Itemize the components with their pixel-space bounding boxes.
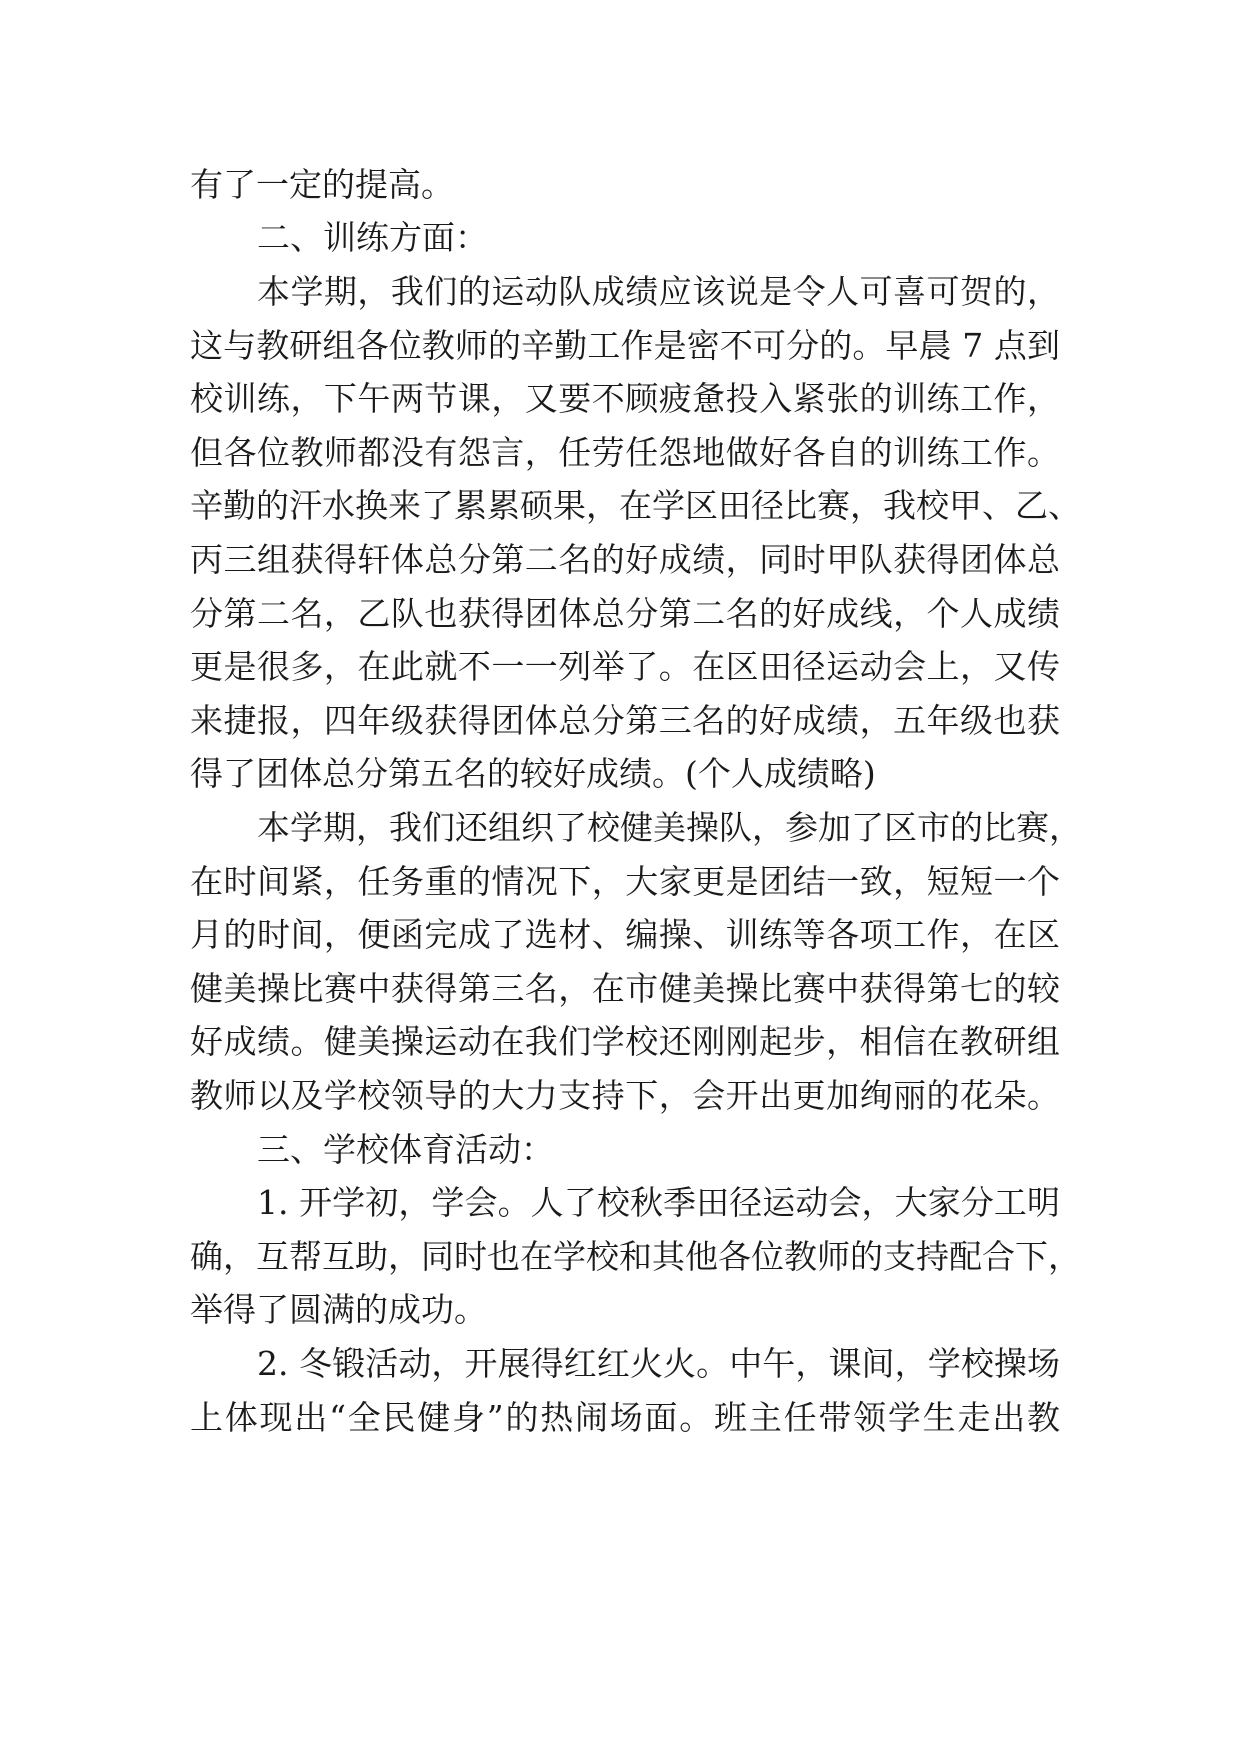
text-line: 确，互帮互助，同时也在学校和其他各位教师的支持配合下， [190, 1237, 1081, 1276]
text-line: 举得了圆满的成功。 [190, 1290, 487, 1329]
text-line: 1. 开学初，学会。人了校秋季田径运动会，大家分工明 [257, 1183, 1060, 1222]
text-line: 校训练，下午两节课，又要不顾疲惫投入紧张的训练工作， [190, 379, 1060, 418]
text-line: 本学期，我们还组织了校健美操队，参加了区市的比赛， [257, 808, 1082, 847]
text-line: 辛勤的汗水换来了累累硕果，在学区田径比赛，我校甲、乙、 [190, 486, 1081, 525]
text-line: 本学期，我们的运动队成绩应该说是令人可喜可贺的， [257, 272, 1060, 311]
text-line: 上体现出“全民健身”的热闹场面。班主任带领学生走出教 [190, 1398, 1060, 1437]
text-line: 来捷报，四年级获得团体总分第三名的好成绩，五年级也获 [190, 701, 1060, 740]
text-line: 2. 冬锻活动，开展得红红火火。中午，课间，学校操场 [257, 1344, 1060, 1383]
text-line: 好成绩。健美操运动在我们学校还刚刚起步，相信在教研组 [190, 1022, 1060, 1061]
text-line: 有了一定的提高。 [190, 165, 454, 204]
text-line: 分第二名，乙队也获得团体总分第二名的好成线，个人成绩 [190, 594, 1060, 633]
text-line: 健美操比赛中获得第三名，在市健美操比赛中获得第七的较 [190, 969, 1060, 1008]
text-line: 教师以及学校领导的大力支持下，会开出更加绚丽的花朵。 [190, 1076, 1060, 1115]
text-line: 丙三组获得轩体总分第二名的好成绩，同时甲队获得团体总 [190, 540, 1060, 579]
text-line: 月的时间，便函完成了选材、编操、训练等各项工作，在区 [190, 915, 1060, 954]
text-line: 这与教研组各位教师的辛勤工作是密不可分的。早晨 7 点到 [190, 326, 1060, 365]
text-line: 在时间紧，任务重的情况下，大家更是团结一致，短短一个 [190, 862, 1060, 901]
text-line: 得了团体总分第五名的较好成绩。(个人成绩略) [190, 754, 876, 793]
section-heading: 三、学校体育活动： [257, 1130, 554, 1169]
text-line: 更是很多，在此就不一一列举了。在区田径运动会上，又传 [190, 647, 1060, 686]
text-line: 但各位教师都没有怨言，任劳任怨地做好各自的训练工作。 [190, 433, 1060, 472]
section-heading: 二、训练方面： [257, 218, 488, 257]
